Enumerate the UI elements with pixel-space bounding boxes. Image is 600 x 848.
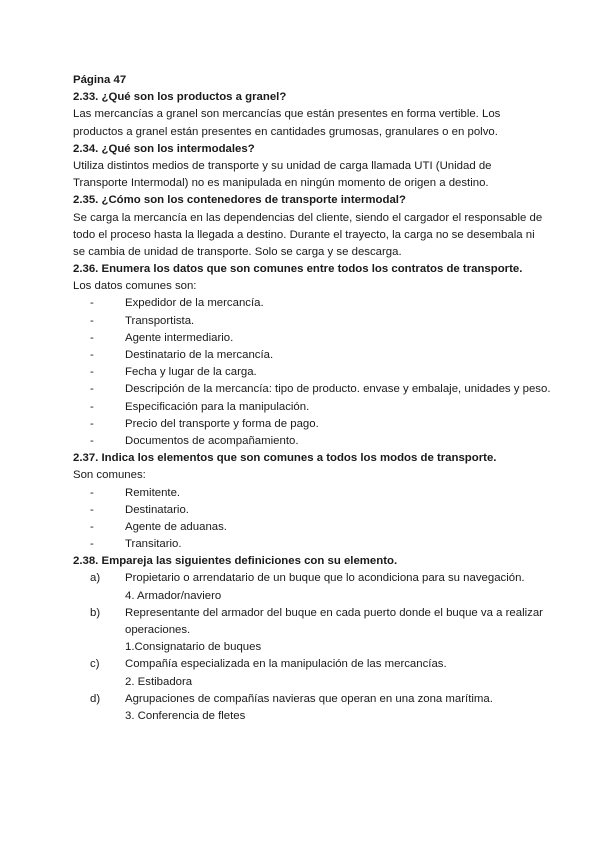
- answer-text: 2. Estibadora: [125, 675, 193, 688]
- heading-2-38: 2.38. Empareja las siguientes definiciones con su elemento.: [73, 555, 398, 568]
- list-item-text: Agente de aduanas.: [125, 520, 227, 533]
- list-item-text: Documentos de acompañamiento.: [125, 434, 299, 447]
- item-letter: c): [90, 658, 100, 671]
- list-item-text: Agente intermediario.: [125, 331, 234, 344]
- heading-2-37: 2.37. Indica los elementos que son comunes a todos los modos de transporte.: [73, 452, 497, 465]
- list-item: [90, 295, 540, 312]
- list-item: [90, 330, 540, 347]
- paragraph-line: se cambia de unidad de transporte. Solo se carga y se descarga.: [73, 245, 402, 258]
- dash-bullet: -: [90, 383, 94, 396]
- page-label: Página 47: [73, 74, 127, 86]
- list-item: [90, 519, 540, 536]
- lettered-item: [90, 570, 540, 587]
- definition-text-cont: operaciones.: [125, 624, 191, 636]
- list-item-text: Transportista.: [125, 314, 195, 327]
- definition-text: Agrupaciones de compañías navieras que operan en una zona marítima.: [125, 692, 493, 705]
- list-item: [90, 347, 540, 364]
- paragraph-line: Transporte Intermodal) no es manipulada en ningún momento de origen a destino.: [73, 177, 489, 190]
- definition-text: Propietario o arrendatario de un buque que lo acondiciona para su navegación.: [125, 572, 525, 585]
- dash-bullet: -: [90, 434, 94, 447]
- bullet-list: [73, 295, 551, 450]
- dash-bullet: -: [90, 538, 94, 551]
- answer-text: 3. Conferencia de fletes: [125, 709, 246, 722]
- dash-bullet: -: [90, 486, 94, 499]
- dash-bullet: -: [90, 417, 94, 430]
- list-intro: Son comunes:: [73, 469, 146, 482]
- list-item-text: Expedidor de la mercancía.: [125, 297, 264, 310]
- dash-bullet: -: [90, 297, 94, 310]
- heading-2-33: 2.33. ¿Qué son los productos a granel?: [73, 91, 287, 104]
- list-item: [90, 364, 540, 381]
- dash-bullet: -: [90, 520, 94, 533]
- list-item-text: Fecha y lugar de la carga.: [125, 366, 257, 379]
- heading-2-35: 2.35. ¿Cómo son los contenedores de transporte intermodal?: [73, 194, 406, 207]
- dash-bullet: -: [90, 400, 94, 413]
- list-item: [90, 433, 540, 450]
- item-letter: a): [90, 572, 101, 585]
- paragraph-line: todo el proceso hasta la llegada a destino. Durante el trayecto, la carga no se desembala ni: [73, 228, 535, 241]
- heading-2-36: 2.36. Enumera los datos que son comunes entre todos los contratos de transporte.: [73, 263, 523, 276]
- list-item: [90, 502, 540, 519]
- list-item-text: Transitario.: [125, 538, 182, 551]
- list-item: [90, 313, 540, 330]
- answer-text: 4. Armador/naviero: [125, 589, 222, 602]
- answer-text: 1.Consignatario de buques: [125, 641, 262, 654]
- list-item: [90, 381, 551, 398]
- lettered-item: [90, 656, 540, 673]
- list-item-text: Precio del transporte y forma de pago.: [125, 417, 319, 430]
- list-item: [90, 536, 540, 553]
- list-item-text: Especificación para la manipulación.: [125, 400, 310, 413]
- list-intro: Los datos comunes son:: [73, 280, 197, 293]
- list-item: [90, 416, 540, 433]
- paragraph-line: Se carga la mercancía en las dependencias del cliente, siendo el cargador el responsable de: [73, 211, 543, 224]
- lettered-item: [90, 691, 540, 708]
- dash-bullet: -: [90, 331, 94, 344]
- paragraph-line: Utiliza distintos medios de transporte y su unidad de carga llamada UTI (Unidad de: [73, 159, 492, 172]
- dash-bullet: -: [90, 349, 94, 361]
- list-item: [90, 485, 540, 502]
- dash-bullet: -: [90, 366, 94, 379]
- list-item: [90, 399, 540, 416]
- heading-2-34: 2.34. ¿Qué son los intermodales?: [73, 142, 255, 155]
- dash-bullet: -: [90, 314, 94, 327]
- list-item-text: Destinatario de la mercancía.: [125, 349, 274, 361]
- bullet-list: [73, 485, 540, 554]
- definition-text: Representante del armador del buque en cada puerto donde el buque va a realizar: [125, 606, 543, 619]
- item-letter: d): [90, 692, 101, 705]
- list-item-text: Remitente.: [125, 486, 181, 499]
- item-letter: b): [90, 606, 101, 619]
- list-item-text: Descripción de la mercancía: tipo de producto. envase y embalaje, unidades y peso.: [125, 383, 551, 396]
- dash-bullet: -: [90, 503, 94, 516]
- definition-text: Compañía especializada en la manipulación de las mercancías.: [125, 658, 447, 671]
- paragraph-line: Las mercancías a granel son mercancías que están presentes en forma vertible. Los: [73, 108, 501, 121]
- list-item-text: Destinatario.: [125, 503, 189, 516]
- paragraph-line: productos a granel están presentes en cantidades grumosas, granulares o en polvo.: [73, 125, 498, 138]
- lettered-item: [90, 605, 543, 622]
